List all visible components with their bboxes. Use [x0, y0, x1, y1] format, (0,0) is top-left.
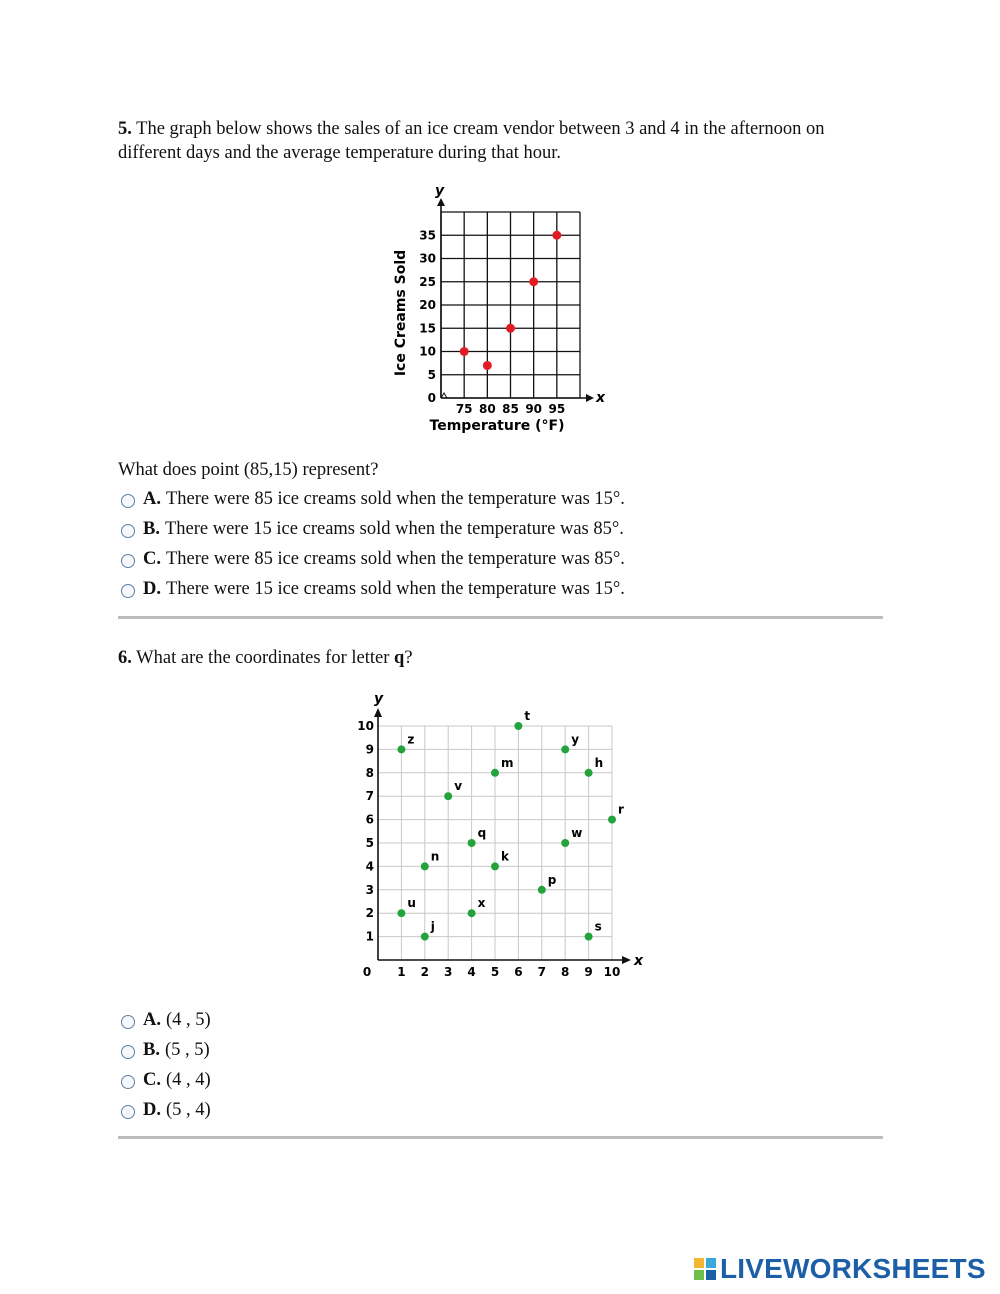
data-label-x: x	[477, 896, 486, 911]
section-divider	[118, 616, 883, 619]
data-point-q	[468, 839, 476, 847]
q5-option-b[interactable]	[121, 514, 625, 544]
y-tick-label: 6	[365, 812, 374, 827]
data-label-s: s	[594, 919, 602, 934]
option-letter: A.	[143, 1009, 161, 1030]
y-axis-symbol: y	[374, 691, 384, 707]
data-point-n	[421, 862, 429, 870]
y-tick-label: 1	[365, 929, 374, 944]
x-axis-arrow	[622, 956, 631, 964]
y-tick-label: 25	[419, 274, 436, 289]
data-point-t	[514, 722, 522, 730]
y-tick-label: 2	[365, 906, 374, 921]
data-label-m: m	[501, 755, 514, 770]
option-text: (5 , 4)	[166, 1099, 211, 1120]
option-text: There were 15 ice creams sold when the temperature was 85°.	[164, 518, 624, 539]
x-tick-label: 7	[537, 965, 546, 979]
data-point-h	[585, 769, 593, 777]
radio-button[interactable]	[121, 1045, 135, 1059]
x-tick-label: 85	[502, 402, 519, 416]
question-5-options	[121, 484, 625, 604]
y-axis-title: Ice Creams Sold	[393, 249, 409, 377]
question-5-number: 5.	[118, 119, 132, 139]
radio-button[interactable]	[121, 554, 135, 568]
data-point-w	[561, 839, 569, 847]
liveworksheets-logo-icon	[693, 1257, 717, 1281]
option-text: There were 85 ice creams sold when the temperature was 15°.	[166, 488, 625, 509]
data-label-h: h	[594, 755, 604, 770]
x-axis-arrow	[586, 394, 594, 402]
data-point	[529, 277, 538, 286]
x-tick-label: 3	[444, 965, 453, 979]
question-6-body: What are the coordinates for letter	[131, 648, 395, 668]
x-tick-label: 80	[478, 402, 496, 416]
data-point-x	[468, 909, 476, 917]
data-point	[552, 231, 561, 240]
y-tick-label: 20	[419, 298, 436, 312]
x-axis-symbol: x	[596, 390, 606, 406]
question-5-ask: What does point (85,15) represent?	[118, 460, 379, 480]
y-tick-label: 5	[427, 367, 436, 382]
x-tick-label: 90	[525, 402, 543, 416]
section-divider	[118, 1136, 883, 1139]
option-letter: C.	[143, 1069, 161, 1090]
x-tick-label: 6	[514, 965, 523, 979]
q6-option-b[interactable]	[121, 1035, 211, 1065]
y-axis-arrow	[437, 198, 445, 206]
radio-button[interactable]	[121, 494, 135, 508]
q6-option-a[interactable]	[121, 1005, 211, 1035]
liveworksheets-logo[interactable]	[693, 1254, 986, 1284]
data-label-w: w	[571, 826, 583, 840]
q5-option-d[interactable]	[121, 574, 625, 604]
y-tick-label: 10	[357, 719, 374, 733]
x-axis-title: Temperature (°F)	[429, 418, 565, 434]
ice-cream-scatter-chart	[380, 180, 620, 440]
x-axis-symbol: x	[634, 953, 644, 969]
data-label-u: u	[407, 896, 416, 911]
q6-option-c[interactable]	[121, 1065, 211, 1095]
y-tick-label: 4	[365, 859, 374, 874]
option-text: There were 85 ice creams sold when the temperature was 85°.	[166, 548, 625, 569]
x-tick-label: 5	[490, 965, 500, 979]
data-point	[506, 324, 515, 333]
x-tick-label: 8	[561, 965, 570, 979]
data-point-y	[561, 745, 569, 753]
data-label-p: p	[547, 872, 557, 887]
option-text: (4 , 5)	[166, 1009, 211, 1030]
option-text: There were 15 ice creams sold when the temperature was 15°.	[166, 578, 625, 599]
option-text: (4 , 4)	[166, 1069, 211, 1090]
radio-button[interactable]	[121, 1015, 135, 1029]
x-tick-label: 4	[467, 965, 476, 979]
y-tick-label: 3	[365, 882, 374, 897]
data-label-t: t	[524, 709, 531, 723]
data-label-n: n	[430, 849, 440, 864]
data-label-r: r	[618, 802, 624, 817]
option-letter: D.	[143, 578, 161, 599]
y-tick-label: 5	[365, 836, 374, 850]
question-5-text	[118, 117, 888, 165]
question-6-letter: q	[394, 648, 405, 668]
question-6-text	[118, 646, 413, 670]
y-tick-label: 8	[365, 765, 374, 780]
y-axis-arrow	[374, 708, 382, 717]
option-letter: A.	[143, 488, 161, 509]
question-5-body: The graph below shows the sales of an ice cream vendor between 3 and 4 in the afternoon on different days and the average temperature during that hour.	[118, 119, 825, 163]
radio-button[interactable]	[121, 1075, 135, 1089]
data-label-y: y	[571, 732, 580, 747]
x-tick-label: 10	[603, 965, 621, 979]
q5-option-a[interactable]	[121, 484, 625, 514]
x-tick-label: 95	[548, 402, 566, 416]
data-point-m	[491, 769, 499, 777]
data-point-u	[397, 909, 405, 917]
x-tick-label: 1	[397, 965, 406, 979]
logo-text: LIVEWORKSHEETS	[720, 1253, 986, 1284]
data-point-k	[491, 862, 499, 870]
x-tick-label: 75	[455, 402, 473, 416]
radio-button[interactable]	[121, 524, 135, 538]
option-letter: B.	[143, 1039, 160, 1060]
option-text: (5 , 5)	[164, 1039, 210, 1060]
data-point-j	[421, 933, 429, 941]
data-point-p	[538, 886, 546, 894]
data-label-q: q	[477, 826, 487, 840]
data-point-s	[585, 933, 593, 941]
option-letter: B.	[143, 518, 160, 539]
x-tick-label: 9	[584, 965, 593, 979]
origin-label: 0	[362, 965, 372, 979]
data-point	[460, 347, 469, 356]
coordinate-grid-chart	[350, 685, 650, 980]
y-tick-label: 0	[427, 391, 436, 405]
q5-option-c[interactable]	[121, 544, 625, 574]
data-label-k: k	[501, 849, 509, 864]
y-tick-label: 10	[419, 344, 436, 359]
q6-option-d[interactable]	[121, 1095, 211, 1125]
data-label-j: j	[430, 919, 435, 934]
data-point	[483, 361, 492, 370]
data-label-v: v	[454, 779, 463, 794]
data-point-r	[608, 816, 616, 824]
option-letter: C.	[143, 548, 161, 569]
y-tick-label: 9	[365, 742, 374, 757]
data-label-z: z	[407, 732, 415, 747]
y-tick-label: 7	[365, 789, 374, 804]
data-point-z	[397, 745, 405, 753]
y-axis-symbol: y	[435, 183, 445, 199]
option-letter: D.	[143, 1099, 161, 1120]
radio-button[interactable]	[121, 584, 135, 598]
question-6-number: 6.	[118, 648, 132, 668]
y-tick-label: 15	[419, 321, 436, 336]
y-tick-label: 35	[419, 228, 436, 243]
question-6-options	[121, 1005, 211, 1125]
data-point-v	[444, 792, 452, 800]
x-tick-label: 2	[420, 965, 429, 979]
question-6-end: ?	[404, 648, 413, 668]
radio-button[interactable]	[121, 1105, 135, 1119]
y-tick-label: 30	[419, 251, 436, 266]
